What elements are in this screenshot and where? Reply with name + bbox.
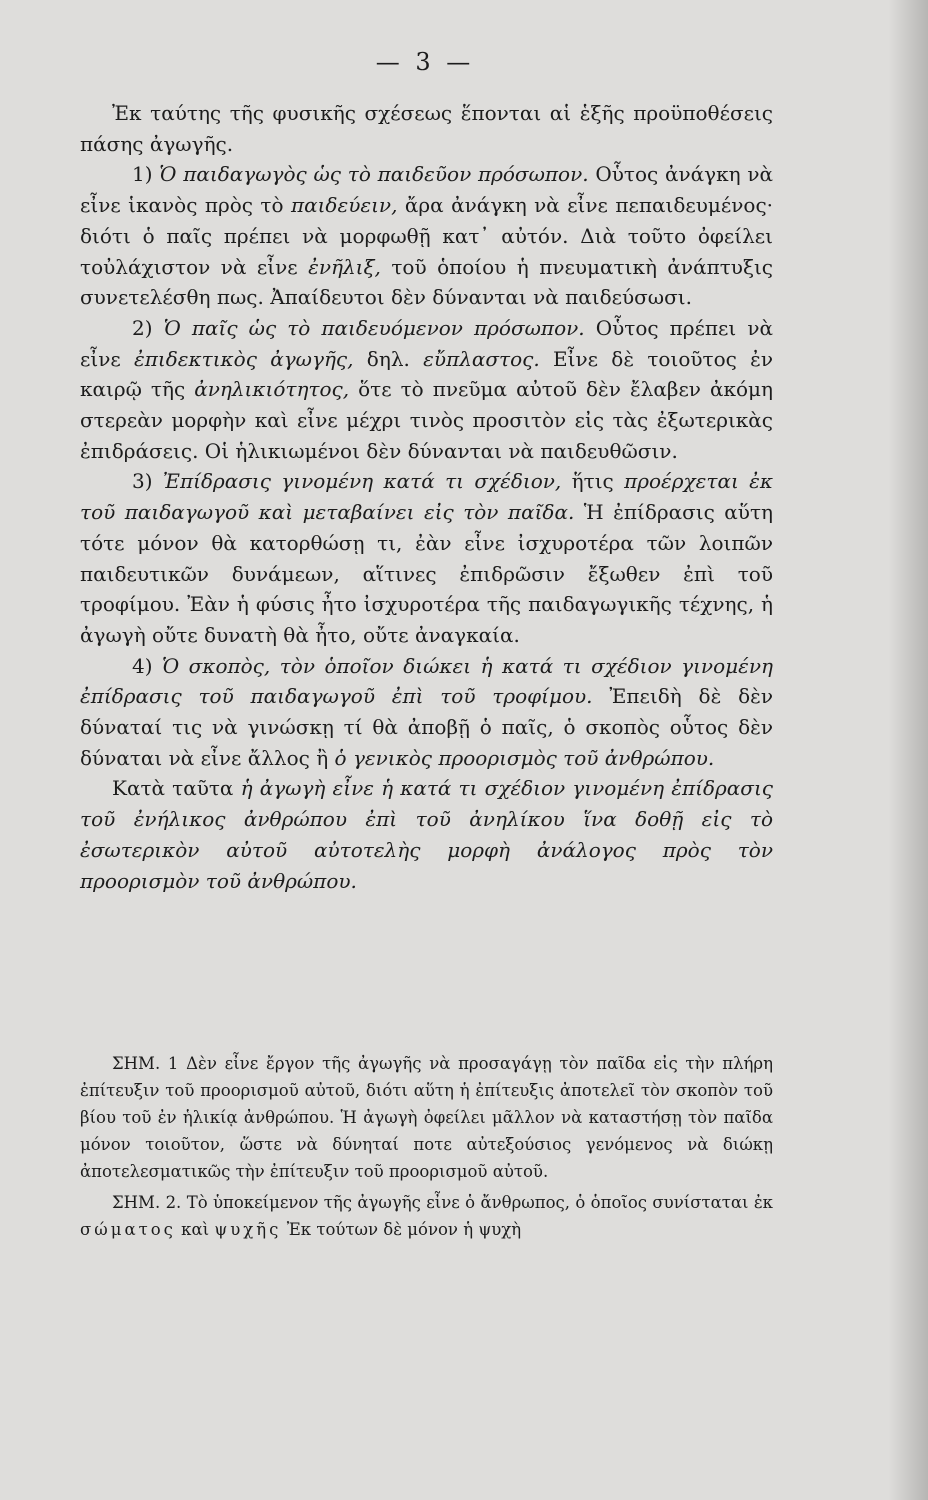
point-2-emphasis-a: ἐπιδεκτικὸς ἀγωγῆς,	[134, 346, 354, 371]
point-2-title: Ὁ παῖς ὡς τὸ παιδευόμενον πρόσωπον.	[163, 315, 585, 340]
point-3-title: Ἐπίδρασις γινομένη κατά τι σχέδιον,	[162, 469, 562, 494]
note-2-text-a: Τὸ ὑποκείμενον τῆς ἀγωγῆς εἶνε ὁ ἄνθρωπος, ὁ ὁποῖος συνίσταται ἐκ	[186, 1193, 773, 1212]
definition-text: Κατὰ ταῦτα	[112, 776, 234, 801]
definition-emphasis: ἡ ἀγωγὴ εἶνε ἡ κατά τι σχέδιον γινομένη ἐπίδρασις τοῦ ἐνήλικος ἀνθρώπου ἐπὶ τοῦ ἀνηλίκου ἵνα δοθῇ εἰς τὸ ἐσωτερικὸν αὐτοῦ αὐτοτελὴς μορφὴ ἀνάλογος πρὸς τὸν προορισμὸν τοῦ ἀνθρώπου.	[80, 776, 774, 893]
point-4-emphasis-a: ὁ γενικὸς προορισμὸς τοῦ ἀνθρώπου.	[334, 745, 715, 770]
point-1-text-b: ἄρα ἀνάγκη νὰ εἶνε πεπαιδευμένος· διότι ὁ παῖς πρέπει νὰ μορφωθῇ κατ᾽ αὐτόν. Διὰ τοῦτο ὀφείλει τοὐλάχιστον νὰ εἶνε	[80, 193, 774, 279]
point-3-paragraph	[80, 466, 773, 650]
point-1-text-a: Οὗτος ἀνάγκη νὰ εἶνε ἱκανὸς πρὸς τὸ	[80, 162, 773, 218]
point-2-number: 2)	[132, 315, 153, 340]
point-2-text-a: Οὗτος πρέπει νὰ εἶνε	[80, 315, 774, 371]
point-2-text-b: δηλ.	[366, 346, 410, 371]
note-1	[80, 1050, 773, 1185]
note-2	[80, 1189, 773, 1243]
point-4-text-a: Ἐπειδὴ δὲ δὲν δύναταί τις νὰ γινώσκῃ τί θὰ ἀποβῇ ὁ παῖς, ὁ σκοπὸς οὗτος δὲν δύναται νὰ εἶνε ἄλλος ἢ	[80, 684, 774, 770]
intro-paragraph: Ἐκ ταύτης τῆς φυσικῆς σχέσεως ἕπονται αἱ ἑξῆς προϋποθέσεις πάσης ἀγωγῆς.	[80, 101, 773, 156]
point-4-title: Ὁ σκοπὸς, τὸν ὁποῖον διώκει ἡ κατά τι σχέδιον γινομένη ἐπίδρασις τοῦ παιδαγωγοῦ ἐπὶ τοῦ τροφίμου.	[80, 653, 773, 709]
point-2-emphasis-b: εὔπλαστος.	[423, 346, 540, 371]
point-1-number: 1)	[132, 162, 153, 187]
point-4-number: 4)	[132, 653, 153, 678]
page-number: — 3 —	[375, 48, 475, 76]
footnotes	[80, 1050, 773, 1247]
point-3-number: 3)	[132, 469, 153, 494]
note-1-text: Δὲν εἶνε ἔργον τῆς ἀγωγῆς νὰ προσαγάγῃ τὸν παῖδα εἰς τὴν πλήρη ἐπίτευξιν τοῦ προορισμοῦ αὐτοῦ, διότι αὕτη ἡ ἐπίτευξις ἀποτελεῖ τὸν σκοπὸν τοῦ βίου τοῦ ἐν ἡλικίᾳ ἀνθρώπου. Ἡ ἀγωγὴ ὀφείλει μᾶλλον νὰ καταστήσῃ τὸν παῖδα μόνον τοιοῦτον, ὥστε νὰ δύνηταί ποτε αὐτεξούσιος γενόμενος νὰ διώκῃ ἀποτελεσματικῶς τὴν ἐπίτευξιν τοῦ προορισμοῦ αὐτοῦ.	[80, 1054, 774, 1181]
note-2-text-c: Ἐκ τούτων δὲ μόνον ἡ ψυχὴ	[286, 1220, 522, 1239]
point-1-title: Ὁ παιδαγωγὸς ὡς τὸ παιδεῦον πρόσωπον.	[159, 162, 589, 187]
note-2-spaced-b: ψυχῆς	[214, 1220, 282, 1239]
note-1-label: ΣΗΜ. 1	[112, 1054, 179, 1073]
point-3-text-a: ἥτις	[571, 469, 614, 494]
note-2-spaced-a: σώματος	[80, 1220, 176, 1239]
point-2-emphasis-c: ἀνηλικιότητος,	[194, 377, 350, 402]
point-3-text-b: Ἡ ἐπίδρασις αὕτη τότε μόνον θὰ κατορθώσῃ τι, ἐὰν εἶνε ἰσχυροτέρα τῶν λοιπῶν παιδευτικῶν δυνάμεων, αἵτινες ἐπιδρῶσιν ἔξωθεν ἐπὶ τοῦ τροφίμου. Ἐὰν ἡ φύσις ἦτο ἰσχυροτέρα τῆς παιδαγωγικῆς τέχνης, ἡ ἀγωγὴ οὔτε δυνατὴ θὰ ἦτο, οὔτε ἀναγκαία.	[80, 500, 773, 647]
main-text	[80, 98, 773, 896]
point-2-text-d: ὅτε τὸ πνεῦμα αὐτοῦ δὲν ἔλαβεν ἀκόμη στερεὰν μορφὴν καὶ εἶνε μέχρι τινὸς προσιτὸν εἰς τὰς ἐξωτερικὰς ἐπιδράσεις. Οἱ ἡλικιωμένοι δὲν δύνανται νὰ παιδευθῶσιν.	[80, 377, 774, 463]
point-1-emphasis-a: παιδεύειν,	[290, 193, 398, 218]
point-1-text-c: τοῦ ὁποίου ἡ πνευματικὴ ἀνάπτυξις συνετελέσθη πως. Ἀπαίδευτοι δὲν δύνανται νὰ παιδεύσωσι.	[80, 254, 774, 310]
point-1-emphasis-b: ἐνῆλιξ,	[308, 254, 381, 279]
definition-paragraph	[80, 773, 773, 896]
point-4-paragraph	[80, 651, 773, 774]
point-2-paragraph	[80, 313, 773, 467]
point-3-emphasis-a: προέρχεται ἐκ τοῦ παιδαγωγοῦ καὶ μεταβαίνει εἰς τὸν παῖδα.	[80, 469, 773, 525]
point-1-paragraph	[80, 159, 773, 313]
note-2-label: ΣΗΜ. 2.	[112, 1193, 182, 1212]
page-edge-shadow	[888, 0, 928, 1500]
point-2-text-c: Εἶνε δὲ τοιοῦτος ἐν καιρῷ τῆς	[80, 346, 774, 402]
note-2-text-b: καὶ	[181, 1220, 210, 1239]
